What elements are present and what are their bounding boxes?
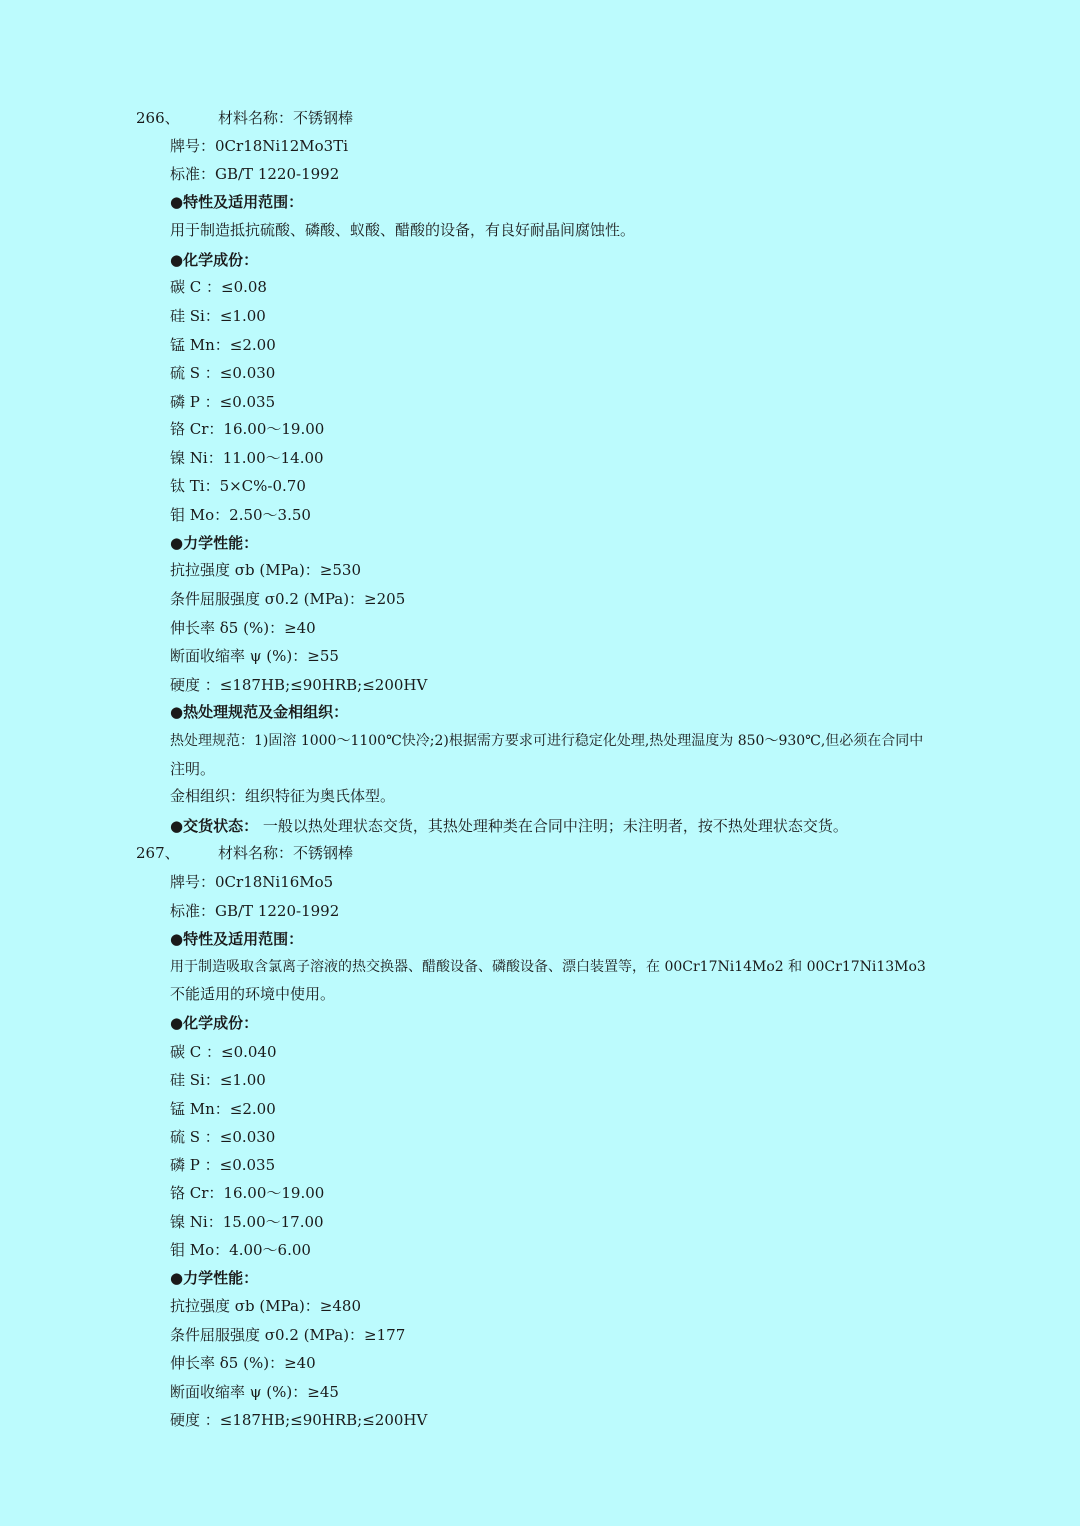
- composition-item: 硅 Si：≤1.00: [170, 1071, 266, 1089]
- metallographic-text: 金相组织：组织特征为奥氏体型。: [170, 787, 396, 805]
- composition-item: 镍 Ni：15.00～17.00: [170, 1213, 324, 1231]
- standard: 标准：GB/T 1220-1992: [170, 902, 340, 920]
- composition-item: 钛 Ti：5×C%-0.70: [170, 477, 306, 495]
- mechanical-item: 断面收缩率 ψ (%)：≥55: [170, 647, 339, 665]
- composition-item: 钼 Mo：4.00～6.00: [170, 1241, 311, 1259]
- composition-item: 硅 Si：≤1.00: [170, 307, 266, 325]
- composition-item: 锰 Mn：≤2.00: [170, 336, 276, 354]
- composition-item: 硫 S ：≤0.030: [170, 1128, 276, 1146]
- heat-treatment-heading: ●热处理规范及金相组织：: [170, 703, 349, 721]
- mechanical-item: 断面收缩率 ψ (%)：≥45: [170, 1383, 339, 1401]
- properties-heading: ●特性及适用范围：: [170, 930, 304, 948]
- material-name: 材料名称：不锈钢棒: [218, 844, 354, 862]
- material-name: 材料名称：不锈钢棒: [218, 109, 354, 127]
- heat-treatment-text: 热处理规范：1)固溶 1000～1100℃快冷;2)根据需方要求可进行稳定化处理,热处理温度为 850～930℃,但必须在合同中: [170, 733, 924, 749]
- composition-item: 锰 Mn：≤2.00: [170, 1100, 276, 1118]
- heat-treatment-text-cont: 注明。: [170, 760, 216, 778]
- grade: 牌号：0Cr18Ni16Mo5: [170, 873, 334, 891]
- delivery-text: 一般以热处理状态交货，其热处理种类在合同中注明；未注明者，按不热处理状态交货。: [262, 817, 848, 835]
- composition-item: 碳 C ：≤0.040: [170, 1043, 277, 1061]
- properties-text-cont: 不能适用的环境中使用。: [170, 985, 336, 1003]
- mechanical-item: 伸长率 δ5 (%)：≥40: [170, 1354, 316, 1372]
- composition-heading: ●化学成份：: [170, 1014, 259, 1032]
- composition-item: 磷 P ：≤0.035: [170, 1156, 276, 1174]
- mechanical-item: 条件屈服强度 σ0.2 (MPa)：≥205: [170, 590, 406, 608]
- standard: 标准：GB/T 1220-1992: [170, 165, 340, 183]
- mechanical-item: 硬度 ：≤187HB;≤90HRB;≤200HV: [170, 676, 428, 694]
- composition-heading: ●化学成份：: [170, 251, 259, 269]
- entry-number: 266、: [136, 109, 180, 127]
- entry-266-header: [136, 108, 354, 128]
- composition-item: 钼 Mo：2.50～3.50: [170, 506, 311, 524]
- composition-item: 硫 S ：≤0.030: [170, 364, 276, 382]
- composition-item: 铬 Cr：16.00～19.00: [170, 1184, 325, 1202]
- mechanical-item: 硬度 ：≤187HB;≤90HRB;≤200HV: [170, 1411, 428, 1429]
- delivery-state: [170, 816, 848, 836]
- composition-item: 铬 Cr：16.00～19.00: [170, 420, 325, 438]
- mechanical-item: 条件屈服强度 σ0.2 (MPa)：≥177: [170, 1326, 406, 1344]
- composition-item: 碳 C ：≤0.08: [170, 278, 267, 296]
- entry-number: 267、: [136, 844, 180, 862]
- mechanical-item: 伸长率 δ5 (%)：≥40: [170, 619, 316, 637]
- properties-text: 用于制造抵抗硫酸、磷酸、蚁酸、醋酸的设备，有良好耐晶间腐蚀性。: [170, 221, 636, 239]
- entry-267-header: [136, 843, 354, 863]
- properties-text: 用于制造吸取含氯离子溶液的热交换器、醋酸设备、磷酸设备、漂白装置等，在 00Cr17Ni14Mo2 和 00Cr17Ni13Mo3: [170, 959, 926, 975]
- mechanical-item: 抗拉强度 σb (MPa)：≥530: [170, 561, 362, 579]
- mechanical-heading: ●力学性能：: [170, 1269, 259, 1287]
- mechanical-heading: ●力学性能：: [170, 534, 259, 552]
- composition-item: 镍 Ni：11.00～14.00: [170, 449, 324, 467]
- delivery-label: ●交货状态：: [170, 817, 259, 835]
- properties-heading: ●特性及适用范围：: [170, 193, 304, 211]
- grade: 牌号：0Cr18Ni12Mo3Ti: [170, 137, 349, 155]
- mechanical-item: 抗拉强度 σb (MPa)：≥480: [170, 1297, 362, 1315]
- composition-item: 磷 P ：≤0.035: [170, 393, 276, 411]
